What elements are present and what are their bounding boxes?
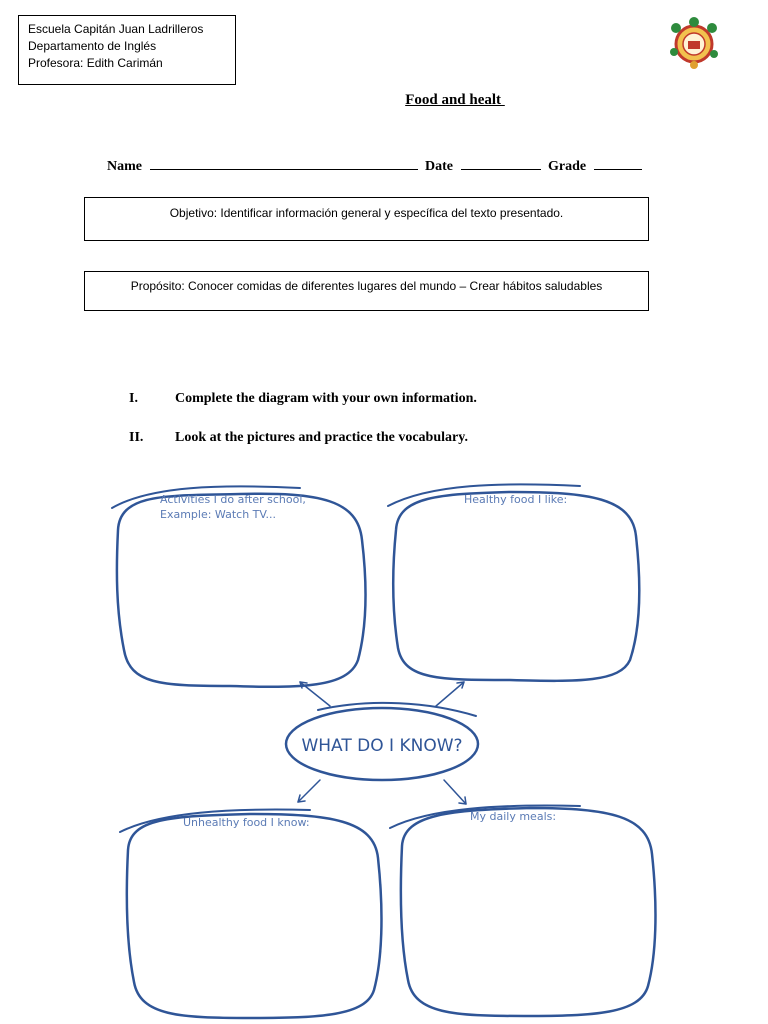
instruction-text: Look at the pictures and practice the vocabulary. xyxy=(175,430,468,445)
arrow-up-right xyxy=(436,682,464,706)
bubble-activities-line1: Activities I do after school, xyxy=(160,493,306,506)
school-info-box xyxy=(18,15,236,85)
worksheet-title: Food and healt xyxy=(405,92,505,108)
bubble-activities-line2: Example: Watch TV... xyxy=(160,508,276,521)
instruction-text: Complete the diagram with your own information. xyxy=(175,391,477,406)
school-crest-icon xyxy=(666,14,722,70)
objective-text: Objetivo: Identificar información general y específica del texto presentado. xyxy=(169,206,564,220)
name-blank[interactable] xyxy=(150,157,418,170)
objective-box xyxy=(84,197,649,241)
bubble-daily-meals-label: My daily meals: xyxy=(470,810,557,823)
instruction-number: II. xyxy=(129,430,144,445)
purpose-text: Propósito: Conocer comidas de diferentes lugares del mundo – Crear hábitos saludables xyxy=(130,279,603,293)
center-title: WHAT DO I KNOW? xyxy=(301,736,463,756)
grade-blank[interactable] xyxy=(594,157,642,170)
purpose-box xyxy=(84,271,649,311)
bubble-unhealthy-food-label: Unhealthy food I know: xyxy=(183,816,310,829)
student-info-line xyxy=(107,157,646,175)
what-do-i-know-diagram xyxy=(0,470,768,1024)
date-blank[interactable] xyxy=(461,157,541,170)
arrow-down-left xyxy=(298,780,320,802)
bubble-unhealthy-food[interactable] xyxy=(120,810,381,1018)
instruction-1 xyxy=(129,391,477,407)
instruction-number: I. xyxy=(129,391,138,406)
date-label: Date xyxy=(425,159,453,174)
bubble-daily-meals[interactable] xyxy=(390,806,655,1016)
arrow-down-right xyxy=(444,780,466,804)
bubble-healthy-food-label: Healthy food I like: xyxy=(464,493,568,506)
school-name: Escuela Capitán Juan Ladrilleros xyxy=(28,22,204,36)
teacher-name: Profesora: Edith Carimán xyxy=(28,56,163,70)
department-name: Departamento de Inglés xyxy=(28,39,157,53)
grade-label: Grade xyxy=(548,159,587,174)
name-label: Name xyxy=(107,159,142,174)
instruction-2 xyxy=(129,430,468,446)
bubble-healthy-food[interactable] xyxy=(388,484,639,680)
